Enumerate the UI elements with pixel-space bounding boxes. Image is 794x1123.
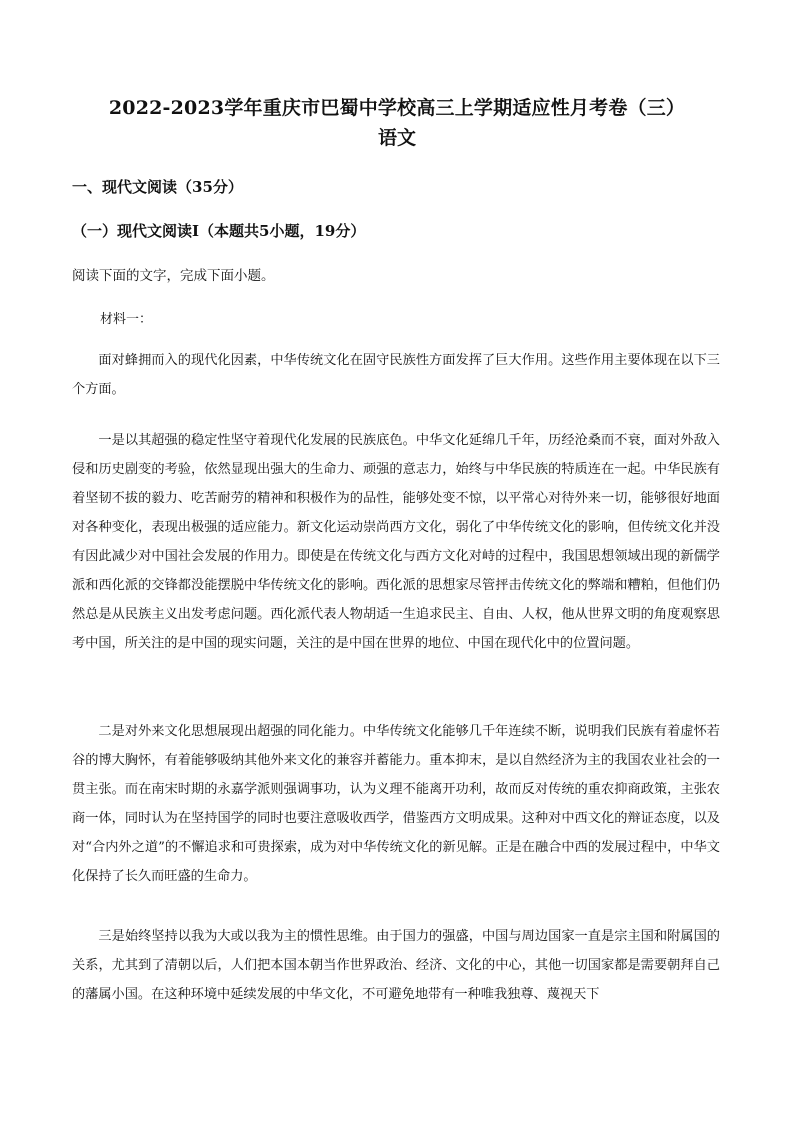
- subject-heading: 语文: [377, 127, 416, 149]
- document-title: 2022-2023学年重庆市巴蜀中学校高三上学期适应性月考卷（三）: [108, 97, 686, 119]
- subsection-heading: （一）现代文阅读Ⅰ（本题共5小题，19分）: [72, 222, 366, 240]
- section-heading: 一、现代文阅读（35分）: [72, 178, 243, 196]
- body-paragraph: 面对蜂拥而入的现代化因素，中华传统文化在固守民族性方面发挥了巨大作用。这些作用主要体现在以下三个方面。: [72, 353, 720, 397]
- body-paragraph: 三是始终坚持以我为大或以我为主的惯性思维。由于国力的强盛，中国与周边国家一直是宗主国和附属国的关系，尤其到了清朝以后，人们把本国本朝当作世界政治、经济、文化的中心，其他一切国家都是需要朝拜自己的藩属小国。在这种环境中延续发展的中华文化，不可避免地带有一种唯我独尊、蔑视天下: [72, 929, 720, 1002]
- material-label: 材料一：: [100, 312, 153, 327]
- body-paragraph: 一是以其超强的稳定性坚守着现代化发展的民族底色。中华文化延绵几千年，历经沧桑而不衰，面对外敌入侵和历史剧变的考验，依然显现出强大的生命力、顽强的意志力，始终与中华民族的特质连在一起。中华民族有着坚韧不拔的毅力、吃苦耐劳的精神和积极作为的品性，能够处变不惊，以平常心对待外来一切，能够很好地面对各种变化，表现出极强的适应能力。新文化运动崇尚西方文化，弱化了中华传统文化的影响，但传统文化并没有因此减少对中国社会发展的作用力。即使是在传统文化与西方文化对峙的过程中，我国思想领域出现的新儒学派和西化派的交锋都没能摆脱中华传统文化的影响。西化派的思想家尽管抨击传统文化的弊端和糟粕，但他们仍然总是从民族主义出发考虑问题。西化派代表人物胡适一生追求民主、自由、人权，他从世界文明的角度观察思考中国，所关注的是中国的现实问题，关注的是中国在世界的地位、中国在现代化中的位置问题。: [72, 433, 720, 651]
- body-paragraph: 二是对外来文化思想展现出超强的同化能力。中华传统文化能够几千年连续不断，说明我们民族有着虚怀若谷的博大胸怀，有着能够吸纳其他外来文化的兼容并蓄能力。重本抑末，是以自然经济为主的我国农业社会的一贯主张。而在南宋时期的永嘉学派则强调事功，认为义理不能离开功利，故而反对传统的重农抑商政策，主张农商一体，同时认为在坚持国学的同时也要注意吸收西学，借鉴西方文明成果。这种对中西文化的辩证态度，以及对“合内外之道”的不懈追求和可贵探索，成为对中华传统文化的新见解。正是在融合中西的发展过程中，中华文化保持了长久而旺盛的生命力。: [72, 724, 720, 884]
- reading-instruction: 阅读下面的文字，完成下面小题。: [72, 268, 275, 284]
